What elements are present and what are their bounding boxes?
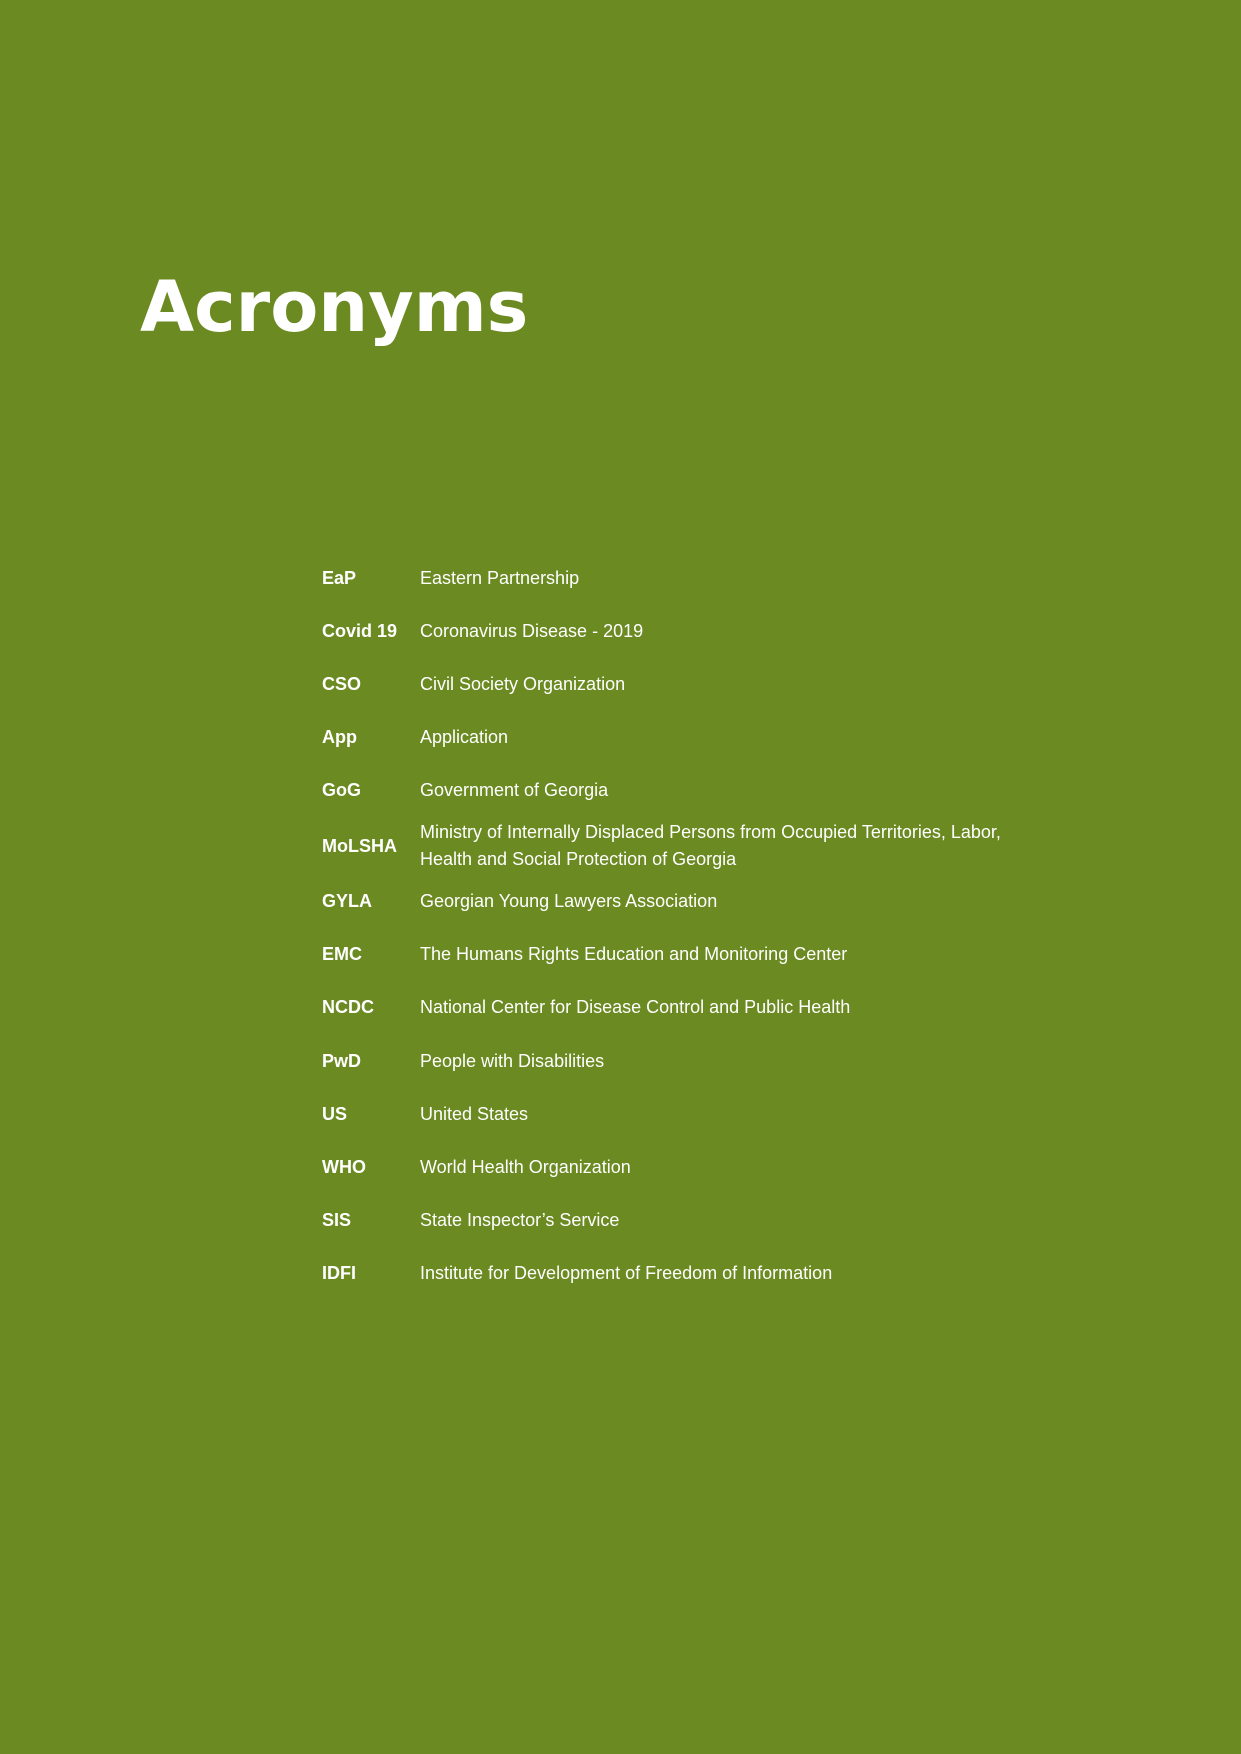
acronym-row xyxy=(322,1258,1022,1288)
acronym-row xyxy=(322,669,1022,699)
acronym-definition: Georgian Young Lawyers Association xyxy=(420,890,718,911)
acronym-abbr: EMC xyxy=(322,943,362,964)
acronym-row xyxy=(322,775,1022,805)
page-title: Acronyms xyxy=(140,266,529,348)
acronym-row xyxy=(322,939,1022,969)
acronym-abbr: CSO xyxy=(322,673,362,694)
acronym-abbr: SIS xyxy=(322,1209,352,1230)
acronym-abbr: Covid 19 xyxy=(322,620,398,641)
acronym-abbr: MoLSHA xyxy=(322,835,397,856)
acronym-abbr: IDFI xyxy=(322,1262,356,1283)
acronym-definition: Civil Society Organization xyxy=(420,673,626,694)
acronym-definition: Government of Georgia xyxy=(420,779,609,800)
acronym-row xyxy=(322,616,1022,646)
acronym-row xyxy=(322,563,1022,593)
acronym-abbr: EaP xyxy=(322,567,357,588)
acronym-abbr: WHO xyxy=(322,1156,366,1177)
acronym-row xyxy=(322,1152,1022,1182)
acronym-definition: Coronavirus Disease - 2019 xyxy=(420,620,644,641)
acronym-definition: National Center for Disease Control and Public Health xyxy=(420,996,851,1017)
acronym-definition: Institute for Development of Freedom of Information xyxy=(420,1262,833,1283)
acronym-abbr: NCDC xyxy=(322,996,374,1017)
acronym-abbr: GYLA xyxy=(322,890,373,911)
acronym-definition: State Inspector’s Service xyxy=(420,1209,620,1230)
acronym-definition: United States xyxy=(420,1103,529,1124)
acronym-row xyxy=(322,818,1022,874)
acronym-abbr: GoG xyxy=(322,779,361,800)
acronym-definition: Eastern Partnership xyxy=(420,567,580,588)
acronym-row xyxy=(322,1046,1022,1076)
acronym-row xyxy=(322,1099,1022,1129)
acronym-row xyxy=(322,992,1022,1022)
acronym-definition: Application xyxy=(420,726,509,747)
acronym-row xyxy=(322,1205,1022,1235)
acronym-abbr: US xyxy=(322,1103,348,1124)
acronym-abbr: App xyxy=(322,726,357,747)
acronym-definition: World Health Organization xyxy=(420,1156,631,1177)
acronym-definition: Ministry of Internally Displaced Persons from Occupied Territories, Labor, Health and Social Protection of Georgia xyxy=(420,822,1001,869)
acronym-abbr: PwD xyxy=(322,1050,362,1071)
acronym-definition: The Humans Rights Education and Monitoring Center xyxy=(420,943,848,964)
acronym-row xyxy=(322,886,1022,916)
acronym-definition: People with Disabilities xyxy=(420,1050,605,1071)
acronym-row xyxy=(322,722,1022,752)
